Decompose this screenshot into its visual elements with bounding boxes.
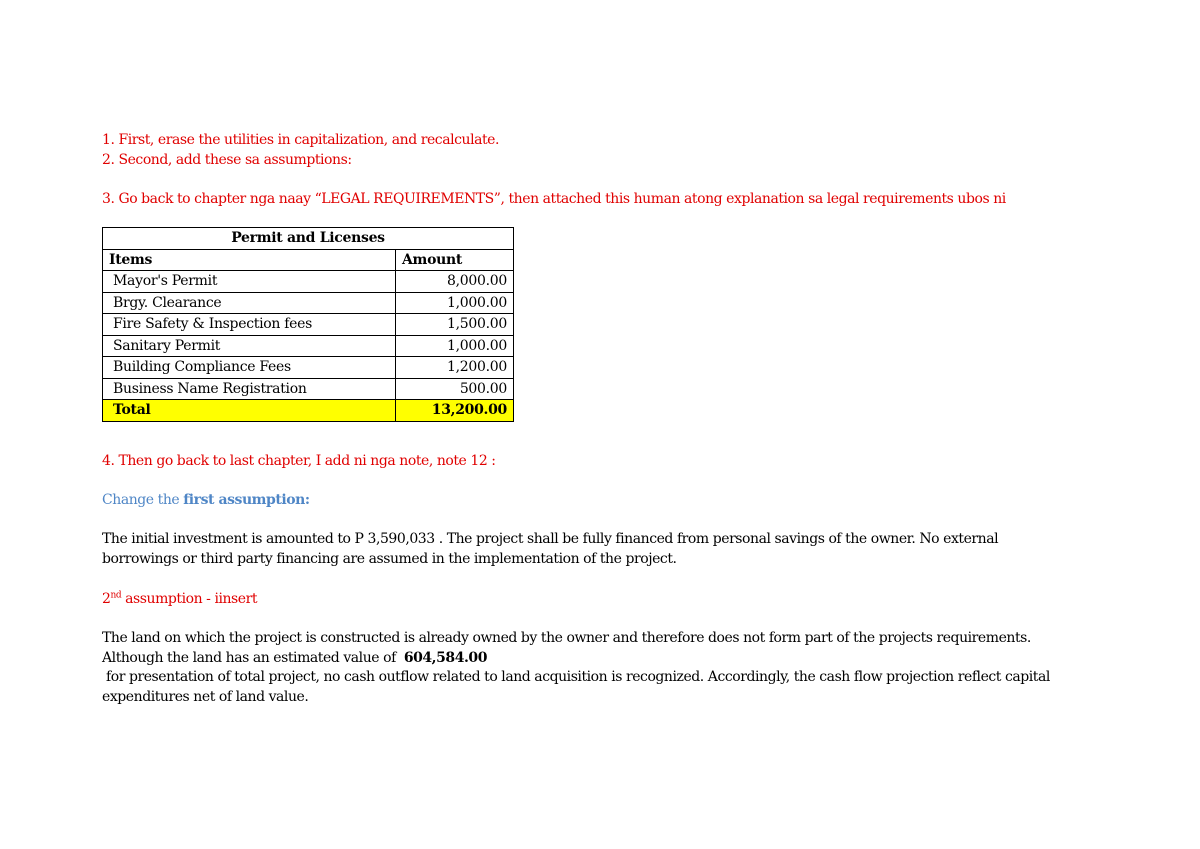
column-header-items: Items: [103, 249, 396, 271]
first-assumption-heading: [102, 490, 310, 510]
second-assumption-ordinal-suffix: nd: [110, 590, 122, 601]
row-amount: 1,200.00: [396, 357, 514, 379]
row-amount: 8,000.00: [396, 271, 514, 293]
second-assumption-heading: [102, 589, 257, 609]
row-item: Sanitary Permit: [103, 335, 396, 357]
table-row: [103, 335, 514, 357]
table-title: Permit and Licenses: [103, 228, 514, 250]
table-title-row: [103, 228, 514, 250]
row-item: Building Compliance Fees: [103, 357, 396, 379]
permits-table: [102, 227, 514, 422]
first-assumption-heading-bold: first assumption:: [183, 492, 310, 508]
second-assumption-text-line-3: for presentation of total project, no cash outflow related to land acquisition is recognized. Accordingly, the cash flow projection reflect capital: [102, 669, 1050, 685]
row-item: Business Name Registration: [103, 378, 396, 400]
row-amount: 500.00: [396, 378, 514, 400]
first-assumption-text-line-2: borrowings or third party financing are assumed in the implementation of the project.: [102, 551, 677, 567]
row-item: Mayor's Permit: [103, 271, 396, 293]
table-header-row: [103, 249, 514, 271]
total-amount: 13,200.00: [396, 400, 514, 422]
column-header-amount: Amount: [396, 249, 514, 271]
land-value-prefix: Although the land has an estimated value of: [102, 650, 404, 666]
instruction-step-2: 2. Second, add these sa assumptions:: [102, 152, 352, 168]
table-total-row: [103, 400, 514, 422]
row-amount: 1,000.00: [396, 335, 514, 357]
instruction-step-4: 4. Then go back to last chapter, I add ni nga note, note 12 :: [102, 453, 496, 469]
row-item: Fire Safety & Inspection fees: [103, 314, 396, 336]
table-row: [103, 271, 514, 293]
row-item: Brgy. Clearance: [103, 292, 396, 314]
table-row: [103, 357, 514, 379]
first-assumption-heading-prefix: Change the: [102, 492, 184, 508]
row-amount: 1,000.00: [396, 292, 514, 314]
total-label: Total: [103, 400, 396, 422]
row-amount: 1,500.00: [396, 314, 514, 336]
second-assumption-heading-rest: assumption - iinsert: [121, 591, 258, 607]
land-value: 604,584.00: [403, 650, 487, 666]
table-row: [103, 292, 514, 314]
second-assumption-number: 2: [102, 591, 111, 607]
table-row: [103, 314, 514, 336]
instruction-step-3: 3. Go back to chapter nga naay “LEGAL REQUIREMENTS”, then attached this human atong explanation sa legal requirements ubos ni: [102, 191, 1006, 207]
second-assumption-text-line-4: expenditures net of land value.: [102, 689, 309, 705]
table-row: [103, 378, 514, 400]
second-assumption-text-line-2: [102, 648, 487, 668]
second-assumption-text-line-1: The land on which the project is constructed is already owned by the owner and therefore does not form part of the projects requirements.: [102, 630, 1031, 646]
instruction-step-1: 1. First, erase the utilities in capitalization, and recalculate.: [102, 132, 500, 148]
first-assumption-text-line-1: The initial investment is amounted to P 3,590,033 . The project shall be fully financed from personal savings of the owner. No external: [102, 531, 999, 547]
